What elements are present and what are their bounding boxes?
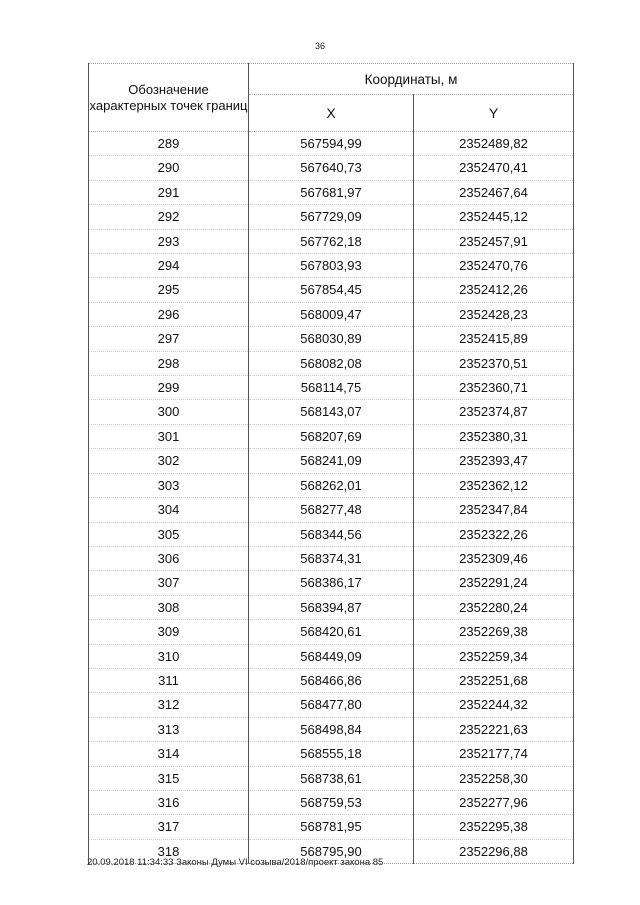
y-coordinate-cell: 2352221,63: [414, 717, 574, 741]
coordinates-table: [88, 63, 574, 864]
table-row: [89, 693, 574, 717]
y-coordinate-cell: 2352489,82: [414, 132, 574, 156]
point-id-cell: 311: [89, 668, 249, 692]
x-coordinate-cell: 567803,93: [249, 254, 414, 278]
point-id-cell: 290: [89, 156, 249, 180]
y-coordinate-cell: 2352291,24: [414, 571, 574, 595]
point-id-cell: 302: [89, 449, 249, 473]
y-coordinate-cell: 2352360,71: [414, 376, 574, 400]
table-row: [89, 473, 574, 497]
table-row: [89, 376, 574, 400]
point-id-cell: 295: [89, 278, 249, 302]
x-coordinate-cell: 568555,18: [249, 742, 414, 766]
table-row: [89, 595, 574, 619]
point-id-column-header: Обозначение характерных точек границ: [89, 64, 249, 132]
y-coordinate-cell: 2352470,76: [414, 254, 574, 278]
point-id-cell: 304: [89, 498, 249, 522]
y-coordinate-cell: 2352380,31: [414, 424, 574, 448]
y-coordinate-cell: 2352244,32: [414, 693, 574, 717]
y-coordinate-cell: 2352412,26: [414, 278, 574, 302]
table-row: [89, 254, 574, 278]
y-coordinate-cell: 2352277,96: [414, 790, 574, 814]
x-coordinate-cell: 567729,09: [249, 205, 414, 229]
y-coordinate-cell: 2352309,46: [414, 546, 574, 570]
x-coordinate-cell: 567594,99: [249, 132, 414, 156]
x-coordinate-cell: 568759,53: [249, 790, 414, 814]
y-coordinate-cell: 2352467,64: [414, 180, 574, 204]
x-coordinate-cell: 568386,17: [249, 571, 414, 595]
table-header: [89, 64, 574, 132]
y-coordinate-cell: 2352259,34: [414, 644, 574, 668]
point-id-cell: 292: [89, 205, 249, 229]
table-row: [89, 717, 574, 741]
table-row: [89, 132, 574, 156]
x-coordinate-cell: 568082,08: [249, 351, 414, 375]
y-coordinate-cell: 2352470,41: [414, 156, 574, 180]
point-id-cell: 314: [89, 742, 249, 766]
x-coordinate-cell: 568277,48: [249, 498, 414, 522]
y-coordinate-cell: 2352251,68: [414, 668, 574, 692]
point-id-cell: 289: [89, 132, 249, 156]
x-coordinate-cell: 568466,86: [249, 668, 414, 692]
x-coordinate-cell: 568207,69: [249, 424, 414, 448]
table-row: [89, 571, 574, 595]
y-coordinate-cell: 2352347,84: [414, 498, 574, 522]
point-id-cell: 300: [89, 400, 249, 424]
point-id-cell: 318: [89, 839, 249, 863]
table-row: [89, 742, 574, 766]
point-id-cell: 315: [89, 766, 249, 790]
point-id-cell: 309: [89, 620, 249, 644]
y-coordinate-cell: 2352445,12: [414, 205, 574, 229]
x-coordinate-cell: 568738,61: [249, 766, 414, 790]
x-coordinate-cell: 568394,87: [249, 595, 414, 619]
table-row: [89, 229, 574, 253]
x-coordinate-cell: 568009,47: [249, 302, 414, 326]
table-row: [89, 180, 574, 204]
point-id-cell: 312: [89, 693, 249, 717]
y-coordinate-cell: 2352415,89: [414, 327, 574, 351]
table-row: [89, 644, 574, 668]
x-coordinate-cell: 568143,07: [249, 400, 414, 424]
x-coordinate-cell: 567640,73: [249, 156, 414, 180]
x-column-header: X: [249, 95, 414, 132]
point-id-cell: 310: [89, 644, 249, 668]
x-coordinate-cell: 568477,80: [249, 693, 414, 717]
x-coordinate-cell: 568420,61: [249, 620, 414, 644]
y-coordinate-cell: 2352177,74: [414, 742, 574, 766]
x-coordinate-cell: 568030,89: [249, 327, 414, 351]
table-row: [89, 815, 574, 839]
point-id-cell: 313: [89, 717, 249, 741]
x-coordinate-cell: 567681,97: [249, 180, 414, 204]
y-coordinate-cell: 2352428,23: [414, 302, 574, 326]
table-row: [89, 790, 574, 814]
table-body: [89, 132, 574, 864]
document-footer: 20.09.2018 11:34:33 Законы Думы VI созыва/2018/проект закона 85: [87, 857, 384, 868]
point-id-cell: 307: [89, 571, 249, 595]
table-row: [89, 766, 574, 790]
table-row: [89, 522, 574, 546]
point-id-cell: 317: [89, 815, 249, 839]
x-coordinate-cell: 568498,84: [249, 717, 414, 741]
table-row: [89, 205, 574, 229]
point-id-cell: 293: [89, 229, 249, 253]
y-coordinate-cell: 2352393,47: [414, 449, 574, 473]
table-row: [89, 498, 574, 522]
x-coordinate-cell: 568344,56: [249, 522, 414, 546]
y-column-header: Y: [414, 95, 574, 132]
y-coordinate-cell: 2352322,26: [414, 522, 574, 546]
x-coordinate-cell: 568781,95: [249, 815, 414, 839]
y-coordinate-cell: 2352280,24: [414, 595, 574, 619]
point-id-cell: 316: [89, 790, 249, 814]
point-id-cell: 299: [89, 376, 249, 400]
point-id-cell: 291: [89, 180, 249, 204]
y-coordinate-cell: 2352370,51: [414, 351, 574, 375]
y-coordinate-cell: 2352457,91: [414, 229, 574, 253]
point-id-cell: 298: [89, 351, 249, 375]
table-row: [89, 620, 574, 644]
table-row: [89, 449, 574, 473]
y-coordinate-cell: 2352362,12: [414, 473, 574, 497]
y-coordinate-cell: 2352269,38: [414, 620, 574, 644]
y-coordinate-cell: 2352296,88: [414, 839, 574, 863]
y-coordinate-cell: 2352295,38: [414, 815, 574, 839]
x-coordinate-cell: 568241,09: [249, 449, 414, 473]
point-id-cell: 305: [89, 522, 249, 546]
x-coordinate-cell: 567854,45: [249, 278, 414, 302]
table-row: [89, 278, 574, 302]
page-number: 36: [314, 41, 325, 51]
x-coordinate-cell: 567762,18: [249, 229, 414, 253]
x-coordinate-cell: 568449,09: [249, 644, 414, 668]
table-row: [89, 424, 574, 448]
x-coordinate-cell: 568795,90: [249, 839, 414, 863]
point-id-cell: 303: [89, 473, 249, 497]
table-row: [89, 351, 574, 375]
table-row: [89, 400, 574, 424]
coordinates-group-header: Координаты, м: [249, 64, 574, 95]
x-coordinate-cell: 568374,31: [249, 546, 414, 570]
point-id-cell: 296: [89, 302, 249, 326]
point-id-cell: 308: [89, 595, 249, 619]
table-row: [89, 302, 574, 326]
table-row: [89, 546, 574, 570]
x-coordinate-cell: 568114,75: [249, 376, 414, 400]
table-row: [89, 327, 574, 351]
point-id-cell: 297: [89, 327, 249, 351]
table-row: [89, 668, 574, 692]
table-row: [89, 156, 574, 180]
point-id-cell: 306: [89, 546, 249, 570]
x-coordinate-cell: 568262,01: [249, 473, 414, 497]
point-id-cell: 294: [89, 254, 249, 278]
y-coordinate-cell: 2352374,87: [414, 400, 574, 424]
point-id-cell: 301: [89, 424, 249, 448]
y-coordinate-cell: 2352258,30: [414, 766, 574, 790]
